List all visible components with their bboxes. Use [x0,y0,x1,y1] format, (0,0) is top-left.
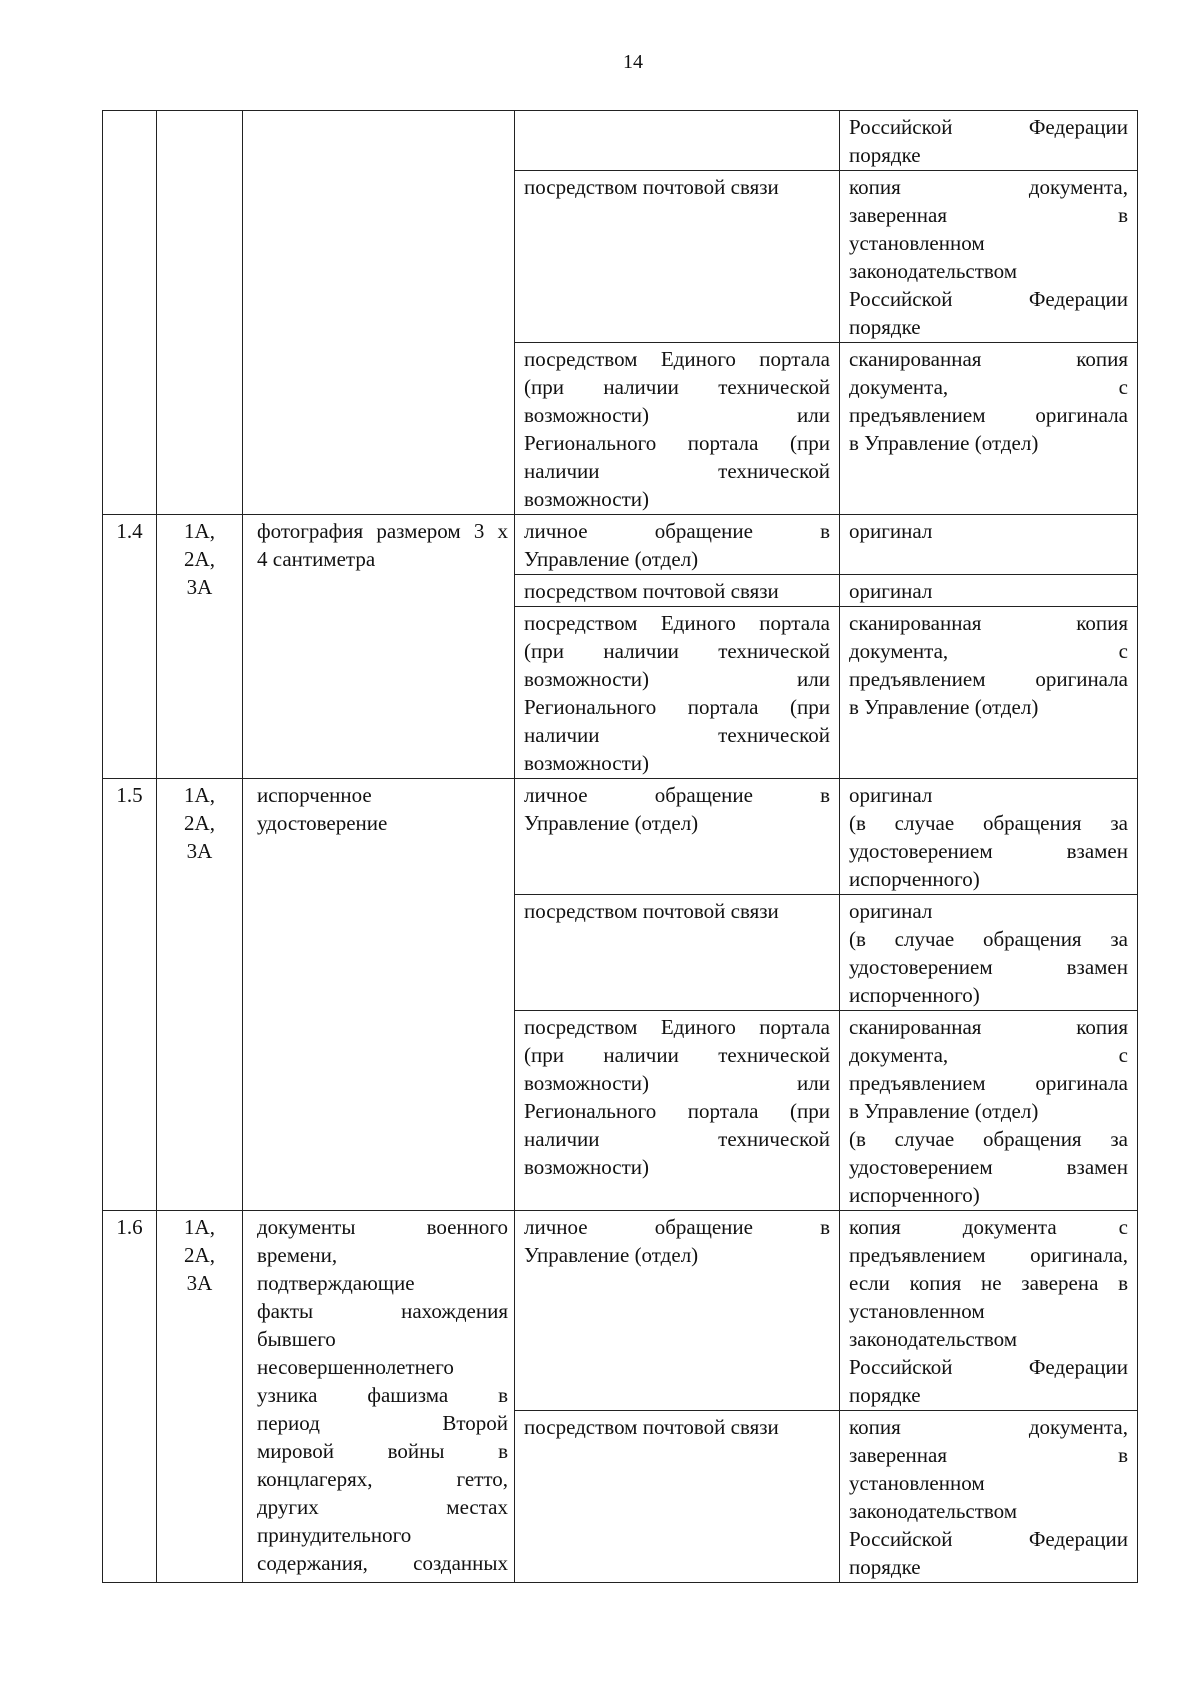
item-number-cell: 1.5 [103,779,157,1211]
submission-method-cell: личное обращение в Управление (отдел) [515,515,840,575]
document-form-cell: Российской Федерации порядке [840,111,1138,171]
document-form-cell: копия документа с предъявлением оригинала, если копия не заверена в установленном законодательством Российской Федерации порядке [840,1211,1138,1411]
submission-method-cell: личное обращение в Управление (отдел) [515,779,840,895]
item-number-cell [103,111,157,515]
item-number-cell: 1.6 [103,1211,157,1583]
category-cell: 1А, 2А, 3А [157,1211,243,1583]
category-cell: 1А, 2А, 3А [157,779,243,1211]
document-form-cell: сканированная копия документа, с предъявлением оригинала в Управление (отдел) (в случае обращения за удостоверением взамен испорченного) [840,1011,1138,1211]
submission-method-cell: посредством Единого портала (при наличии технической возможности) или Регионального портала (при наличии технической возможности) [515,607,840,779]
submission-method-cell: посредством почтовой связи [515,171,840,343]
table-row [103,111,1138,171]
submission-method-cell [515,111,840,171]
document-name-cell: документы военного времени, подтверждающие факты нахождения бывшего несовершеннолетнего узника фашизма в период Второй мировой войны в концлагерях, гетто, других местах принудительного содержания, созданных [243,1211,515,1583]
document-name-cell: испорченное удостоверение [243,779,515,1211]
submission-method-cell: посредством Единого портала (при наличии технической возможности) или Регионального портала (при наличии технической возможности) [515,343,840,515]
page-number: 14 [623,51,643,73]
document-form-cell: копия документа, заверенная в установленном законодательством Российской Федерации порядке [840,171,1138,343]
item-number-cell: 1.4 [103,515,157,779]
submission-method-cell: посредством Единого портала (при наличии технической возможности) или Регионального портала (при наличии технической возможности) [515,1011,840,1211]
category-cell: 1А, 2А, 3А [157,515,243,779]
submission-method-cell: посредством почтовой связи [515,895,840,1011]
document-form-cell: оригинал (в случае обращения за удостоверением взамен испорченного) [840,895,1138,1011]
table-row [103,779,1138,895]
document-form-cell: оригинал (в случае обращения за удостоверением взамен испорченного) [840,779,1138,895]
submission-method-cell: личное обращение в Управление (отдел) [515,1211,840,1411]
document-form-cell: оригинал [840,575,1138,607]
submission-method-cell: посредством почтовой связи [515,575,840,607]
documents-table [102,110,1138,1583]
document-form-cell: сканированная копия документа, с предъявлением оригинала в Управление (отдел) [840,607,1138,779]
document-name-cell [243,111,515,515]
category-cell [157,111,243,515]
document-form-cell: оригинал [840,515,1138,575]
document-name-cell: фотография размером 3 х 4 сантиметра [243,515,515,779]
table-row [103,515,1138,575]
table-row [103,1211,1138,1411]
document-form-cell: копия документа, заверенная в установленном законодательством Российской Федерации порядке [840,1411,1138,1583]
document-form-cell: сканированная копия документа, с предъявлением оригинала в Управление (отдел) [840,343,1138,515]
submission-method-cell: посредством почтовой связи [515,1411,840,1583]
